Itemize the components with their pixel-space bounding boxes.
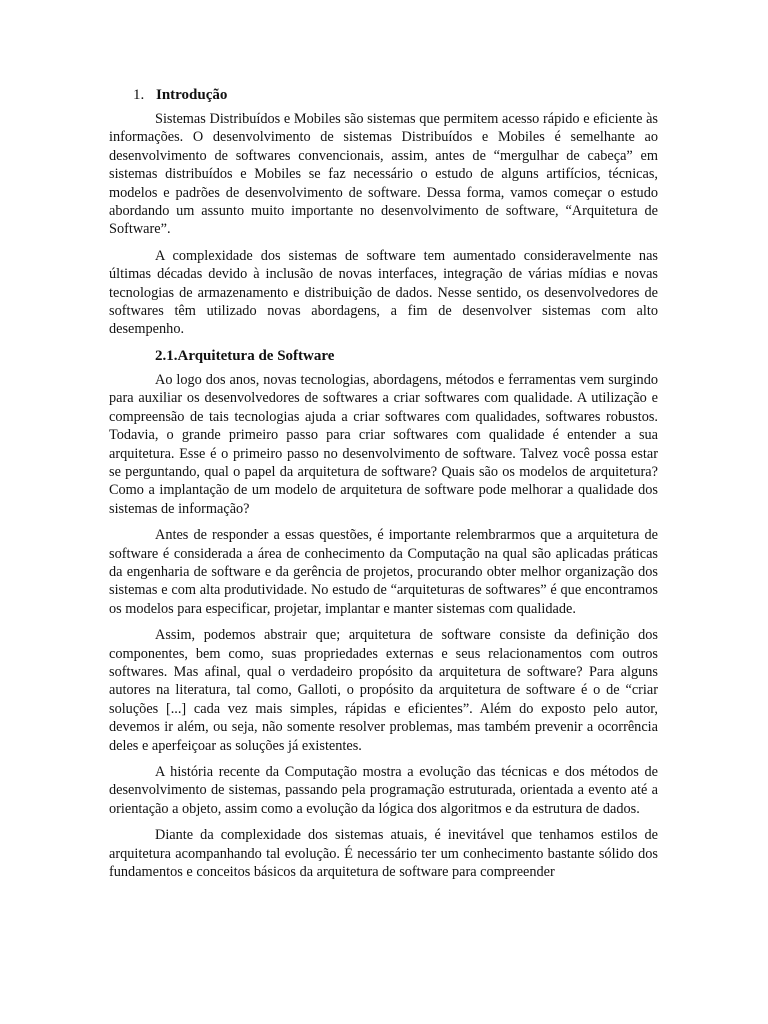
section-heading-introducao xyxy=(109,86,658,104)
paragraph: Ao logo dos anos, novas tecnologias, abordagens, métodos e ferramentas vem surgindo para auxiliar os desenvolvedores de softwares a criar softwares com qualidade. A utilização e compreensão de tais tecnologias ajuda a criar softwares com qualidades, softwares robustos. Todavia, o grande primeiro passo para criar softwares com qualidade é entender a sua arquitetura. Esse é o primeiro passo no desenvolvimento de software. Talvez você possa estar se perguntando, qual o papel da arquitetura de software? Quais são os modelos de arquitetura? Como a implantação de um modelo de arquitetura de software pode melhorar a qualidade dos sistemas de informação? xyxy=(109,371,658,517)
paragraph: Diante da complexidade dos sistemas atuais, é inevitável que tenhamos estilos de arquitetura acompanhando tal evolução. É necessário ter um conhecimento bastante sólido dos fundamentos e conceitos básicos da arquitetura de software para compreender xyxy=(109,827,658,881)
section-heading-arquitetura xyxy=(109,347,658,365)
section-title: Introdução xyxy=(156,87,228,103)
paragraph: A complexidade dos sistemas de software tem aumentado consideravelmente nas últimas décadas devido à inclusão de novas interfaces, integração de várias mídias e novas tecnologias de armazenamento e distribuição de dados. Nesse sentido, os desenvolvedores de softwares têm utilizado novas abordagens, a fim de desenvolver sistemas com alto desempenho. xyxy=(109,247,658,338)
paragraph: Sistemas Distribuídos e Mobiles são sistemas que permitem acesso rápido e eficiente às informações. O desenvolvimento de sistemas Distribuídos e Mobiles é semelhante ao desenvolvimento de softwares convencionais, assim, antes de “mergulhar de cabeça” em sistemas distribuídos e Mobiles se faz necessário o estudo de alguns artifícios, técnicas, modelos e padrões de desenvolvimento de software. Dessa forma, vamos começar o estudo abordando um assunto muito importante no desenvolvimento de software, “Arquitetura de Software”. xyxy=(109,111,658,238)
paragraph: A história recente da Computação mostra a evolução das técnicas e dos métodos de desenvolvimento de sistemas, passando pela programação estruturada, orientada a evento até a orientação a objeto, assim como a evolução da lógica dos algoritmos e da estrutura de dados. xyxy=(109,764,658,817)
paragraph: Antes de responder a essas questões, é importante relembrarmos que a arquitetura de software é considerada a área de conhecimento da Computação na qual são aplicadas práticas da engenharia de software e da gerência de projetos, procurando obter melhor organização dos sistemas e com alta produtividade. No estudo de “arquiteturas de softwares” é que encontramos os modelos para especificar, projetar, implantar e manter sistemas com qualidade. xyxy=(109,527,658,617)
document-content xyxy=(109,86,658,889)
section-title: 2.1.Arquitetura de Software xyxy=(155,347,335,364)
section-number: 1. xyxy=(133,87,145,103)
paragraph: Assim, podemos abstrair que; arquitetura de software consiste da definição dos componentes, bem como, suas propriedades externas e seus relacionamentos com outros softwares. Mas afinal, qual o verdadeiro propósito da arquitetura de software? Para alguns autores na literatura, tal como, Galloti, o propósito da arquitetura de software é o de “criar soluções [...] cada vez mais simples, rápidas e eficientes”. Além do exposto pelo autor, devemos ir além, ou seja, não somente resolver problemas, mas também prevenir a ocorrência deles e aperfeiçoar as soluções já existentes. xyxy=(109,627,658,754)
